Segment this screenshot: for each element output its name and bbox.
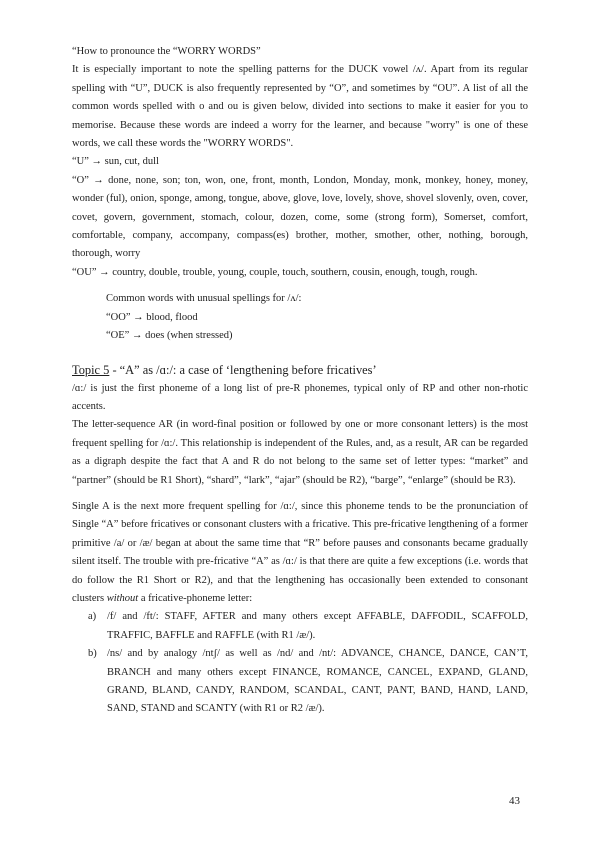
emphasis-without: without [106, 592, 139, 604]
body-paragraph-3: Single A is the next more frequent spelling for /ɑ:/, since this phoneme tends to be the pronunciation of Single “A” before fricatives or consonant clusters with a fricative. This pre-fricative lengthening of a former primitive /a/ or /æ/ began at about the same time that “R” before pauses and consonants became gradually silent itself. The trouble with pre-fricative “A” as /ɑ:/ is that there are quite a few exceptions (i.e. words that do follow the R1 Short or R2), and that the lengthening has occasionally been extended to consonant clusters without a fricative-phoneme letter: [72, 500, 528, 604]
topic-heading [72, 360, 528, 380]
oe-spelling-line: “OE” → does (when stressed) [106, 330, 233, 342]
page-content [72, 43, 528, 719]
list-item: b) /ns/ and by analogy /ntʃ/ as well as /nd/ and /nt/: ADVANCE, CHANCE, DANCE, CAN’T, BRANCH and many others except FINANCE, ROMANCE, CANCEL, EXPAND, GLAND, GRAND, BLAND, CANDY, RANDOM, SCANDAL, CANT, PANT, BAND, HAND, LAND, SAND, STAND and SCANTY (with R1 or R2 /æ/). [88, 648, 528, 715]
intro-paragraph: It is especially important to note the spelling patterns for the DUCK vowel /ʌ/. Apart from its regular spelling with “U”, DUCK is also frequently represented by “O”, and sometimes by “OU”. A list of all the common words spelled with o and ou is given below, divided into sections to make it easier for you to memorise. Because these words are indeed a worry for the learner, and because "worry" is one of these words, we call these words the "WORRY WORDS". [72, 64, 528, 150]
topic-label: Topic 5 [72, 362, 110, 377]
list-item: a) /f/ and /ft/: STAFF, AFTER and many others except AFFABLE, DAFFODIL, SCAFFOLD, TRAFFIC, BAFFLE and RAFFLE (with R1 /æ/). [88, 611, 528, 641]
oo-spelling-line: “OO” → blood, flood [106, 311, 198, 323]
page-number: 43 [509, 795, 520, 807]
u-spelling-line: “U” → sun, cut, dull [72, 156, 159, 168]
body-paragraph-1: /ɑ:/ is just the first phoneme of a long list of pre-R phonemes, typical only of RP and other non-rhotic accents. [72, 382, 528, 412]
unusual-spellings-title: Common words with unusual spellings for /ʌ/: [106, 293, 302, 305]
worry-words-title: “How to pronounce the “WORRY WORDS” [72, 46, 261, 57]
o-spelling-line: “O” → done, none, son; ton, won, one, front, month, London, Monday, monk, monkey, honey, money, wonder (ful), onion, sponge, among, tongue, above, glove, love, lovely, shove, shovel slovenly, oven, cover, covet, govern, government, stomach, colour, dozen, come, some (strong form), Somerset, comfort, comfortable, company, accompany, compass(es) brother, mother, smother, other, nothing, borough, thorough, worry [72, 174, 528, 260]
exceptions-list [72, 608, 528, 718]
ou-spelling-line: “OU” → country, double, trouble, young, couple, touch, southern, cousin, enough, tough, rough. [72, 266, 478, 278]
body-paragraph-2: The letter-sequence AR (in word-final position or followed by one or more consonant letters) is the most frequent spelling for /ɑ:/. This relationship is independent of the Rules, and, as a result, AR can be regarded as a digraph despite the fact that A and R do not belong to the same set of letter types: “market” and “partner” (should be R1 Short), “shard”, “lark”, “ajar” (should be R2), “barge”, “enlarge” (should be R3). [72, 419, 528, 486]
topic-title: - “A” as /ɑ:/: a case of ‘lengthening before fricatives’ [109, 362, 377, 377]
